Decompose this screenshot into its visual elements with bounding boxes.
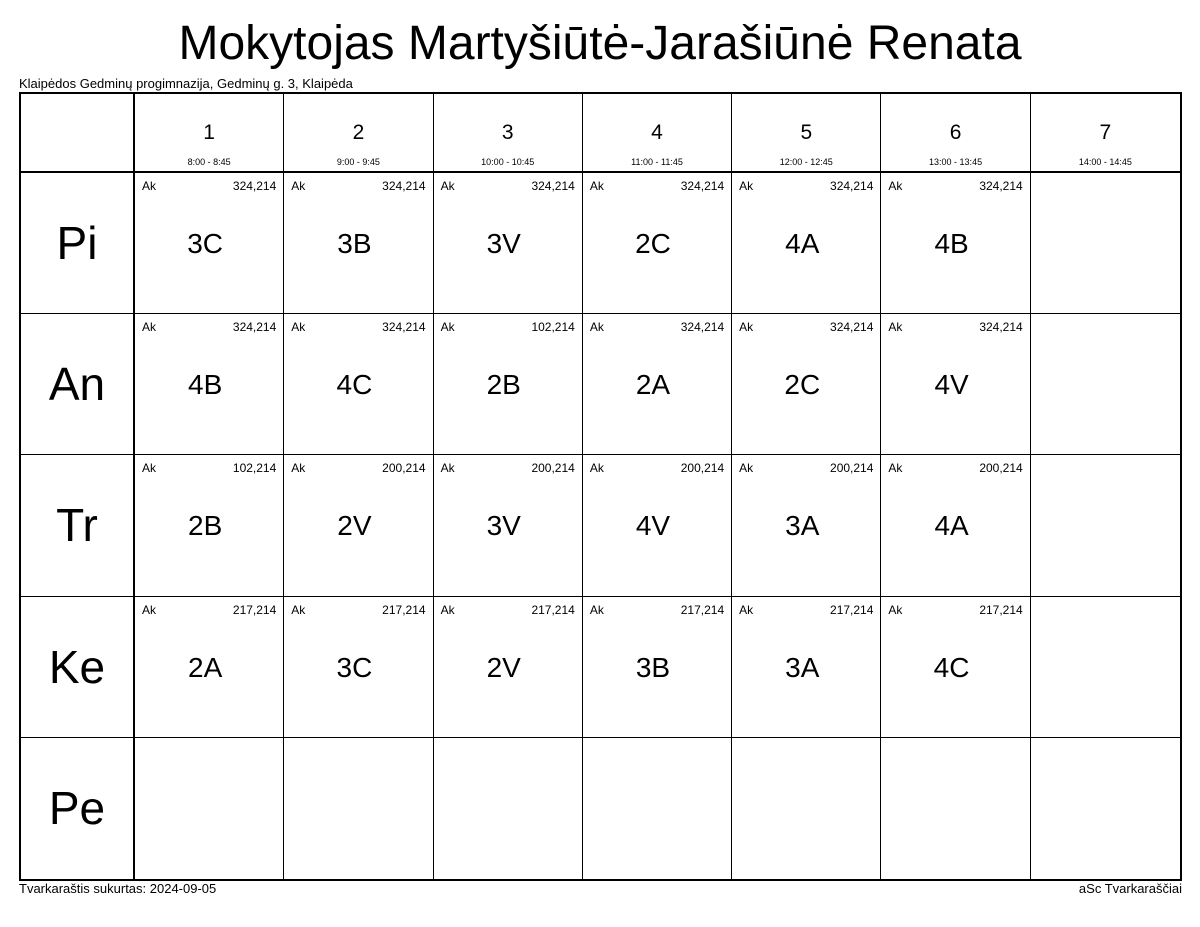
lesson-room: 200,214 — [382, 461, 426, 476]
period-header — [1031, 94, 1180, 173]
lesson-class: 2A — [635, 369, 671, 401]
lesson-class: 2B — [188, 510, 223, 542]
lesson-subject: Ak — [440, 461, 455, 476]
lesson-room: 200,214 — [531, 461, 575, 476]
lesson-subject: Ak — [142, 179, 157, 193]
day-label: Pe — [48, 782, 106, 835]
lesson-cell — [881, 314, 1030, 455]
lesson-class: 2A — [188, 651, 223, 683]
lesson-class: 2V — [337, 510, 372, 542]
lesson-subject: Ak — [440, 179, 455, 193]
lesson-subject: Ak — [888, 602, 903, 617]
lesson-class: 3V — [486, 228, 521, 259]
lesson-class: 4V — [934, 369, 969, 401]
lesson-class: 3A — [785, 510, 820, 542]
period-header — [284, 94, 433, 173]
lesson-room: 200,214 — [979, 461, 1023, 476]
lesson-class: 4B — [934, 228, 969, 259]
lesson-cell — [284, 455, 433, 596]
period-time: 10:00 - 10:45 — [481, 157, 535, 167]
lesson-subject: Ak — [888, 461, 903, 476]
lesson-room: 324,214 — [979, 179, 1023, 193]
lesson-cell — [732, 597, 881, 738]
lesson-room: 102,214 — [531, 320, 575, 335]
lesson-subject: Ak — [142, 320, 157, 335]
lesson-subject: Ak — [739, 602, 754, 617]
lesson-cell — [434, 314, 583, 455]
lesson-cell — [135, 597, 284, 738]
lesson-subject: Ak — [142, 461, 157, 476]
lesson-room: 200,214 — [830, 461, 874, 476]
lesson-cell — [881, 455, 1030, 596]
lesson-class: 3C — [187, 228, 224, 259]
empty-cell — [1031, 738, 1180, 879]
lesson-subject: Ak — [589, 320, 604, 335]
lesson-subject: Ak — [291, 602, 306, 617]
empty-cell — [1031, 314, 1180, 455]
empty-cell — [1031, 597, 1180, 738]
timetable-grid — [19, 92, 1182, 881]
period-time: 13:00 - 13:45 — [929, 157, 983, 167]
lesson-cell — [583, 173, 732, 314]
empty-cell — [583, 738, 732, 879]
empty-cell — [881, 738, 1030, 879]
lesson-cell — [881, 173, 1030, 314]
software-brand: aSc Tvarkaraščiai — [1078, 881, 1182, 896]
lesson-class: 3V — [486, 510, 521, 542]
period-header — [583, 94, 732, 173]
lesson-subject: Ak — [291, 320, 306, 335]
day-cell — [21, 455, 135, 596]
lesson-class: 4B — [188, 369, 223, 401]
lesson-room: 324,214 — [830, 179, 874, 193]
lesson-room: 102,214 — [232, 461, 277, 476]
lesson-subject: Ak — [589, 602, 604, 617]
lesson-room: 324,214 — [680, 320, 725, 335]
lesson-room: 324,214 — [382, 179, 426, 193]
lesson-class: 2C — [784, 369, 821, 401]
period-number: 4 — [651, 121, 663, 144]
day-label: Tr — [56, 499, 98, 552]
lesson-subject: Ak — [589, 179, 604, 193]
lesson-cell — [434, 597, 583, 738]
lesson-subject: Ak — [291, 179, 306, 193]
lesson-subject: Ak — [440, 602, 455, 617]
period-number: 1 — [203, 121, 215, 144]
period-time: 12:00 - 12:45 — [779, 157, 833, 167]
lesson-room: 324,214 — [979, 320, 1023, 335]
period-number: 7 — [1099, 121, 1112, 144]
page-title: Mokytojas Martyšiūtė-Jarašiūnė Renata — [178, 17, 1022, 70]
period-header — [135, 94, 284, 173]
lesson-subject: Ak — [739, 461, 754, 476]
lesson-cell — [284, 173, 433, 314]
period-header — [434, 94, 583, 173]
period-number: 3 — [501, 121, 514, 144]
lesson-room: 200,214 — [680, 461, 725, 476]
lesson-subject: Ak — [888, 320, 903, 335]
lesson-cell — [284, 314, 433, 455]
period-time: 14:00 - 14:45 — [1078, 157, 1132, 167]
lesson-cell — [284, 597, 433, 738]
lesson-room: 217,214 — [979, 602, 1023, 617]
day-label: Ke — [48, 640, 106, 693]
period-number: 6 — [949, 121, 962, 144]
lesson-cell — [135, 314, 284, 455]
lesson-class: 4C — [336, 369, 373, 401]
lesson-cell — [135, 455, 284, 596]
lesson-class: 2V — [486, 651, 521, 683]
lesson-class: 2B — [486, 369, 521, 401]
day-cell — [21, 314, 135, 455]
lesson-class: 4A — [934, 510, 969, 542]
period-header — [881, 94, 1030, 173]
lesson-cell — [434, 173, 583, 314]
lesson-class: 4V — [635, 510, 671, 542]
lesson-room: 217,214 — [232, 602, 277, 617]
period-time: 9:00 - 9:45 — [336, 157, 380, 167]
day-cell — [21, 738, 135, 879]
day-label: An — [48, 358, 106, 411]
day-cell — [21, 597, 135, 738]
empty-cell — [434, 738, 583, 879]
period-number: 2 — [352, 121, 365, 144]
period-time: 11:00 - 11:45 — [631, 157, 683, 167]
lesson-subject: Ak — [739, 320, 754, 335]
lesson-cell — [583, 455, 732, 596]
lesson-subject: Ak — [589, 461, 604, 476]
lesson-room: 217,214 — [680, 602, 725, 617]
lesson-subject: Ak — [142, 602, 157, 617]
lesson-class: 4C — [933, 651, 970, 683]
lesson-room: 324,214 — [232, 179, 277, 193]
empty-cell — [1031, 173, 1180, 314]
corner-cell — [21, 94, 135, 173]
lesson-room: 217,214 — [830, 602, 874, 617]
empty-cell — [135, 738, 284, 879]
lesson-subject: Ak — [291, 461, 306, 476]
lesson-room: 324,214 — [830, 320, 874, 335]
lesson-cell — [434, 455, 583, 596]
day-label: Pi — [56, 217, 98, 270]
lesson-room: 217,214 — [382, 602, 426, 617]
lesson-cell — [732, 314, 881, 455]
lesson-room: 217,214 — [531, 602, 575, 617]
lesson-subject: Ak — [440, 320, 455, 335]
lesson-cell — [732, 455, 881, 596]
lesson-class: 3C — [336, 651, 373, 683]
lesson-subject: Ak — [888, 179, 903, 193]
school-address: Klaipėdos Gedminų progimnazija, Gedminų g. 3, Klaipėda — [19, 76, 353, 91]
lesson-room: 324,214 — [531, 179, 575, 193]
lesson-class: 4A — [785, 228, 820, 259]
lesson-class: 3B — [337, 228, 372, 259]
lesson-room: 324,214 — [232, 320, 277, 335]
lesson-cell — [583, 597, 732, 738]
created-date: Tvarkaraštis sukurtas: 2024-09-05 — [19, 881, 217, 896]
day-cell — [21, 173, 135, 314]
period-time: 8:00 - 8:45 — [187, 157, 231, 167]
empty-cell — [732, 738, 881, 879]
lesson-room: 324,214 — [680, 179, 725, 193]
lesson-class: 3B — [635, 651, 671, 683]
empty-cell — [284, 738, 433, 879]
period-number: 5 — [800, 121, 813, 144]
empty-cell — [1031, 455, 1180, 596]
lesson-cell — [135, 173, 284, 314]
lesson-cell — [881, 597, 1030, 738]
lesson-subject: Ak — [739, 179, 754, 193]
lesson-cell — [583, 314, 732, 455]
lesson-class: 3A — [785, 651, 820, 683]
lesson-cell — [732, 173, 881, 314]
lesson-class: 2C — [635, 228, 671, 259]
period-header — [732, 94, 881, 173]
lesson-room: 324,214 — [382, 320, 426, 335]
